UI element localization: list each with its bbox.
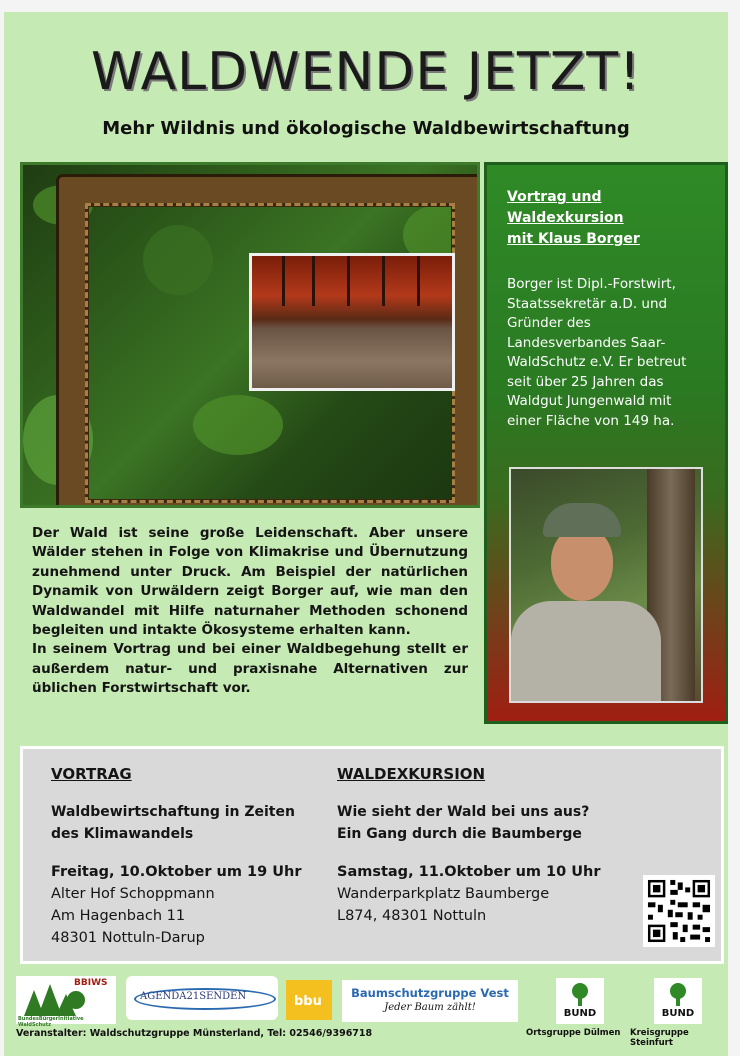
bund-logo: [556, 978, 604, 1024]
exkursion-column: [337, 765, 637, 927]
bsv-slogan: Jeder Baum zählt!: [384, 1002, 476, 1013]
exkursion-date: Samstag, 11.Oktober um 10 Uhr: [337, 864, 601, 880]
tree-trunk: [382, 256, 385, 306]
portrait-body: [511, 601, 661, 703]
exkursion-location-line: Wanderparkplatz Baumberge: [337, 886, 550, 902]
flyer-page: [4, 12, 728, 1056]
exkursion-heading: WALDEXKURSION: [337, 765, 486, 783]
exkursion-topic-line: Wie sieht der Wald bei uns aus?: [337, 804, 590, 820]
sidebar-heading-line: Waldexkursion: [507, 210, 624, 226]
exkursion-topic: [337, 801, 637, 845]
tree-trunk: [417, 256, 420, 306]
vortrag-date: Freitag, 10.Oktober um 19 Uhr: [51, 864, 302, 880]
vortrag-heading: VORTRAG: [51, 765, 132, 783]
description-paragraph: Der Wald ist seine große Leidenschaft. Aber unsere Wälder stehen in Folge von Klimakrise und Übernutzung zunehmend unter Druck. Am Beispiel der natürlichen Dynamik von Urwäldern zeigt Borger auf, wie man den Waldwandel mit Hilfe naturnaher Methoden schonend begleiten und intakte Ökosysteme erhalten kann.: [32, 525, 468, 639]
description-text: [32, 524, 468, 699]
flyer-title: WALDWENDE JETZT!: [91, 42, 641, 102]
agenda21-logo: [126, 976, 278, 1020]
flyer-subtitle: Mehr Wildnis und ökologische Waldbewirtschaftung: [102, 118, 630, 139]
forest-frame-photo: [20, 162, 480, 508]
tree-trunk: [282, 256, 285, 306]
vortrag-topic-line: des Klimawandels: [51, 826, 194, 842]
vortrag-topic: [51, 801, 351, 845]
qr-code-icon[interactable]: [643, 875, 715, 947]
bund2-caption: Kreisgruppe Steinfurt: [630, 1028, 689, 1048]
bsv-name: Baumschutzgruppe Vest: [351, 986, 509, 1000]
speaker-sidebar: [484, 162, 728, 724]
exkursion-topic-line: Ein Gang durch die Baumberge: [337, 826, 582, 842]
event-info-box: [20, 746, 724, 964]
organizer-line: Veranstalter: Waldschutzgruppe Münsterland, Tel: 02546/9396718: [16, 1028, 373, 1039]
vortrag-location-line: Alter Hof Schoppmann: [51, 886, 215, 902]
bbiws-label: BBIWS: [74, 978, 108, 988]
bund1-caption: Ortsgruppe Dülmen: [526, 1028, 621, 1038]
sidebar-heading-line: mit Klaus Borger: [507, 231, 640, 247]
sponsor-logos: [4, 972, 728, 1056]
sidebar-heading-line: Vortrag und: [507, 189, 602, 205]
bund-label: BUND: [563, 1008, 597, 1019]
exkursion-location-line: L874, 48301 Nottuln: [337, 908, 487, 924]
sidebar-heading: [507, 187, 707, 250]
portrait-face: [551, 527, 613, 601]
vortrag-topic-line: Waldbewirtschaftung in Zeiten: [51, 804, 295, 820]
vortrag-location-line: Am Hagenbach 11: [51, 908, 186, 924]
speaker-portrait: [509, 467, 703, 703]
portrait-cap: [543, 503, 621, 537]
description-paragraph: In seinem Vortrag und bei einer Waldbegehung stellt er außerdem natur- und praxisnahe Alternativen zur üblichen Forstwirtschaft vor.: [32, 641, 468, 697]
vortrag-location-line: 48301 Nottuln-Darup: [51, 930, 205, 946]
speaker-bio: Borger ist Dipl.-Forstwirt, Staatssekretär a.D. und Gründer des Landesverbandes Saar-WaldSchutz e.V. Er betreut seit über 25 Jahren das Waldgut Jungenwald mit einer Fläche von 149 ha.: [507, 276, 687, 429]
bund-label: BUND: [661, 1008, 695, 1019]
bbiws-sub: BundesBürgerInitiative WaldSchutz: [18, 1016, 84, 1028]
bbu-logo: [286, 980, 332, 1020]
tree-trunk: [312, 256, 315, 306]
bund-logo: [654, 978, 702, 1024]
baumschutzgruppe-logo: [342, 980, 518, 1022]
vortrag-column: [51, 765, 351, 949]
agenda21-label: AGENDA21SENDEN: [140, 991, 247, 1002]
tree-trunk: [347, 256, 350, 306]
bbu-label: bbu: [294, 994, 322, 1009]
browser-top-edge: [0, 0, 740, 12]
clearcut-forest-photo: [249, 253, 455, 391]
bbiws-logo: [16, 976, 116, 1028]
